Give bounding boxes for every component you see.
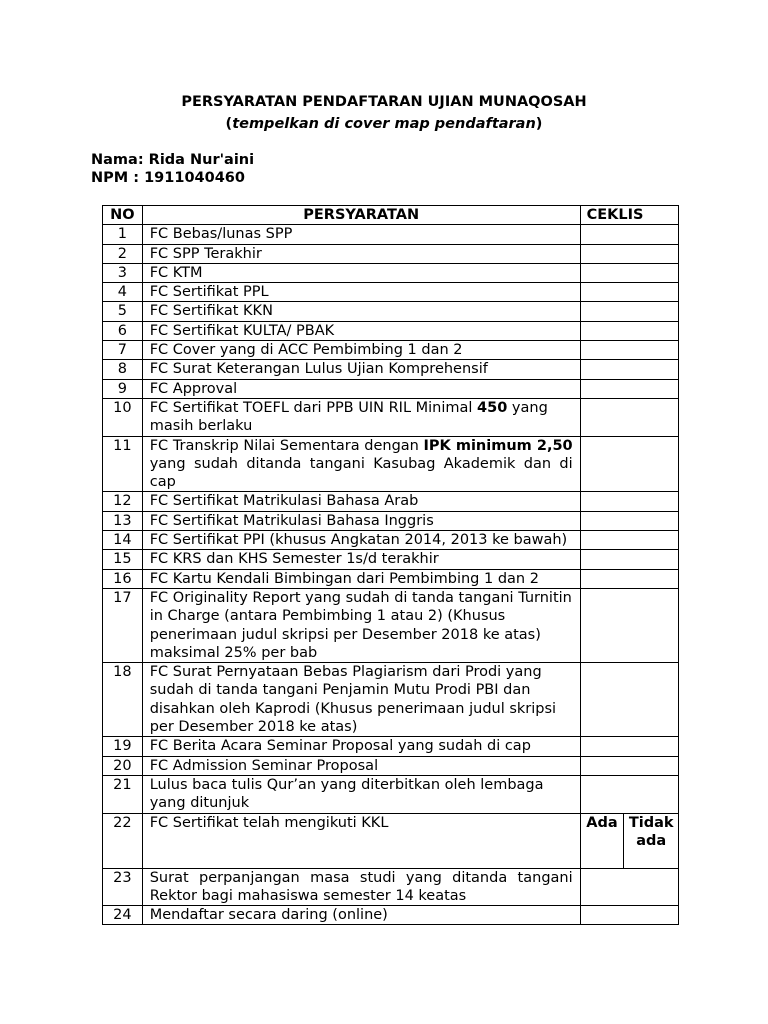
requirement-text: yang masih berlaku bbox=[149, 399, 548, 435]
check-option-ada[interactable]: Ada bbox=[580, 813, 624, 868]
row-requirement: FC Approval bbox=[142, 379, 580, 398]
row-check-cell[interactable] bbox=[580, 588, 678, 662]
table-row bbox=[103, 569, 679, 588]
row-number: 20 bbox=[103, 756, 143, 775]
subtitle-italic-text: tempelkan di cover map pendaftaran bbox=[232, 116, 536, 132]
row-requirement: FC Sertifikat telah mengikuti KKL bbox=[142, 813, 580, 868]
requirements-table bbox=[102, 205, 679, 925]
row-requirement: FC Sertifikat Matrikulasi Bahasa Arab bbox=[142, 492, 580, 511]
row-check-cell[interactable] bbox=[580, 398, 678, 436]
header-no: NO bbox=[103, 206, 143, 225]
row-requirement: FC Berita Acara Seminar Proposal yang sudah di cap bbox=[142, 737, 580, 756]
table-row bbox=[103, 775, 679, 813]
requirement-text: FC Sertifikat TOEFL dari PPB UIN RIL Minimal bbox=[149, 399, 478, 416]
table-row bbox=[103, 360, 679, 379]
row-number: 6 bbox=[103, 321, 143, 340]
row-requirement: Mendaftar secara daring (online) bbox=[142, 906, 580, 925]
row-requirement: Surat perpanjangan masa studi yang ditanda tangani Rektor bagi mahasiswa semester 14 keatas bbox=[142, 868, 580, 906]
table-header-row bbox=[103, 206, 679, 225]
row-check-cell[interactable] bbox=[580, 360, 678, 379]
row-number: 4 bbox=[103, 283, 143, 302]
table-row bbox=[103, 302, 679, 321]
header-requirement: PERSYARATAN bbox=[142, 206, 580, 225]
requirement-bold-text: 450 bbox=[477, 399, 508, 416]
table-row bbox=[103, 283, 679, 302]
row-requirement: Lulus baca tulis Qur’an yang diterbitkan oleh lembaga yang ditunjuk bbox=[142, 775, 580, 813]
row-requirement: FC Surat Keterangan Lulus Ujian Komprehensif bbox=[142, 360, 580, 379]
table-row bbox=[103, 756, 679, 775]
table-row bbox=[103, 398, 679, 436]
student-npm: NPM : 1911040460 bbox=[91, 170, 245, 186]
table-row bbox=[103, 492, 679, 511]
row-requirement: FC KTM bbox=[142, 263, 580, 282]
row-number: 13 bbox=[103, 511, 143, 530]
row-requirement: FC Sertifikat KULTA/ PBAK bbox=[142, 321, 580, 340]
row-check-cell[interactable] bbox=[580, 321, 678, 340]
row-number: 15 bbox=[103, 550, 143, 569]
row-check-cell[interactable] bbox=[580, 663, 678, 737]
row-number: 11 bbox=[103, 436, 143, 492]
row-check-cell[interactable] bbox=[580, 283, 678, 302]
row-check-cell[interactable] bbox=[580, 906, 678, 925]
row-number: 7 bbox=[103, 341, 143, 360]
row-check-cell[interactable] bbox=[580, 550, 678, 569]
table-row bbox=[103, 588, 679, 662]
row-check-cell[interactable] bbox=[580, 379, 678, 398]
row-check-cell[interactable] bbox=[580, 756, 678, 775]
row-check-cell[interactable] bbox=[580, 737, 678, 756]
requirement-text: FC Transkrip Nilai Sementara dengan bbox=[149, 437, 424, 454]
row-check-cell[interactable] bbox=[580, 244, 678, 263]
table-row bbox=[103, 531, 679, 550]
row-requirement: FC KRS dan KHS Semester 1s/d terakhir bbox=[142, 550, 580, 569]
table-row bbox=[103, 341, 679, 360]
row-number: 1 bbox=[103, 225, 143, 244]
row-number: 23 bbox=[103, 868, 143, 906]
row-check-cell[interactable] bbox=[580, 225, 678, 244]
table-row bbox=[103, 379, 679, 398]
row-check-cell[interactable] bbox=[580, 569, 678, 588]
table-row bbox=[103, 436, 679, 492]
row-requirement: FC Cover yang di ACC Pembimbing 1 dan 2 bbox=[142, 341, 580, 360]
row-requirement: FC Originality Report yang sudah di tanda tangani Turnitin in Charge (antara Pembimbing 1 atau 2) (Khusus penerimaan judul skripsi per Desember 2018 ke atas) maksimal 25% per bab bbox=[142, 588, 580, 662]
row-requirement: FC Sertifikat KKN bbox=[142, 302, 580, 321]
row-requirement bbox=[142, 398, 580, 436]
document-subtitle bbox=[0, 114, 768, 134]
subtitle-close-paren: ) bbox=[535, 116, 543, 132]
row-number: 8 bbox=[103, 360, 143, 379]
subtitle-open-paren: ( bbox=[225, 116, 233, 132]
row-check-cell[interactable] bbox=[580, 775, 678, 813]
row-number: 17 bbox=[103, 588, 143, 662]
table-row bbox=[103, 225, 679, 244]
table-row bbox=[103, 813, 679, 868]
header-check: CEKLIS bbox=[580, 206, 678, 225]
check-option-tidak-ada[interactable]: Tidak ada bbox=[624, 813, 679, 868]
student-name: Nama: Rida Nur'aini bbox=[91, 152, 255, 168]
row-number: 5 bbox=[103, 302, 143, 321]
row-number: 12 bbox=[103, 492, 143, 511]
row-check-cell[interactable] bbox=[580, 436, 678, 492]
row-check-cell[interactable] bbox=[580, 263, 678, 282]
row-number: 3 bbox=[103, 263, 143, 282]
row-check-cell[interactable] bbox=[580, 492, 678, 511]
row-number: 21 bbox=[103, 775, 143, 813]
document-title: PERSYARATAN PENDAFTARAN UJIAN MUNAQOSAH bbox=[181, 94, 587, 110]
row-requirement: FC Kartu Kendali Bimbingan dari Pembimbing 1 dan 2 bbox=[142, 569, 580, 588]
row-check-cell[interactable] bbox=[580, 302, 678, 321]
requirement-bold-text: IPK minimum 2,50 bbox=[423, 437, 573, 454]
table-row bbox=[103, 906, 679, 925]
table-row bbox=[103, 263, 679, 282]
row-requirement: FC Surat Pernyataan Bebas Plagiarism dari Prodi yang sudah di tanda tangani Penjamin Mutu Prodi PBI dan disahkan oleh Kaprodi (Khusus penerimaan judul skripsi per Desember 2018 ke atas) bbox=[142, 663, 580, 737]
row-number: 22 bbox=[103, 813, 143, 868]
table-row bbox=[103, 737, 679, 756]
row-requirement: FC Sertifikat Matrikulasi Bahasa Inggris bbox=[142, 511, 580, 530]
table-row bbox=[103, 663, 679, 737]
row-requirement: FC Admission Seminar Proposal bbox=[142, 756, 580, 775]
requirement-text: yang sudah ditanda tangani Kasubag Akademik dan di cap bbox=[149, 455, 573, 491]
row-number: 19 bbox=[103, 737, 143, 756]
row-requirement bbox=[142, 436, 580, 492]
row-number: 24 bbox=[103, 906, 143, 925]
row-number: 2 bbox=[103, 244, 143, 263]
row-requirement: FC Sertifikat PPI (khusus Angkatan 2014, 2013 ke bawah) bbox=[142, 531, 580, 550]
row-number: 14 bbox=[103, 531, 143, 550]
row-requirement: FC SPP Terakhir bbox=[142, 244, 580, 263]
row-check-cell[interactable] bbox=[580, 531, 678, 550]
row-check-cell[interactable] bbox=[580, 511, 678, 530]
row-number: 9 bbox=[103, 379, 143, 398]
row-check-cell[interactable] bbox=[580, 868, 678, 906]
table-row bbox=[103, 868, 679, 906]
row-check-cell[interactable] bbox=[580, 341, 678, 360]
row-requirement: FC Bebas/lunas SPP bbox=[142, 225, 580, 244]
table-row bbox=[103, 244, 679, 263]
table-row bbox=[103, 511, 679, 530]
row-number: 10 bbox=[103, 398, 143, 436]
row-requirement: FC Sertifikat PPL bbox=[142, 283, 580, 302]
table-row bbox=[103, 321, 679, 340]
table-row bbox=[103, 550, 679, 569]
row-number: 16 bbox=[103, 569, 143, 588]
row-number: 18 bbox=[103, 663, 143, 737]
